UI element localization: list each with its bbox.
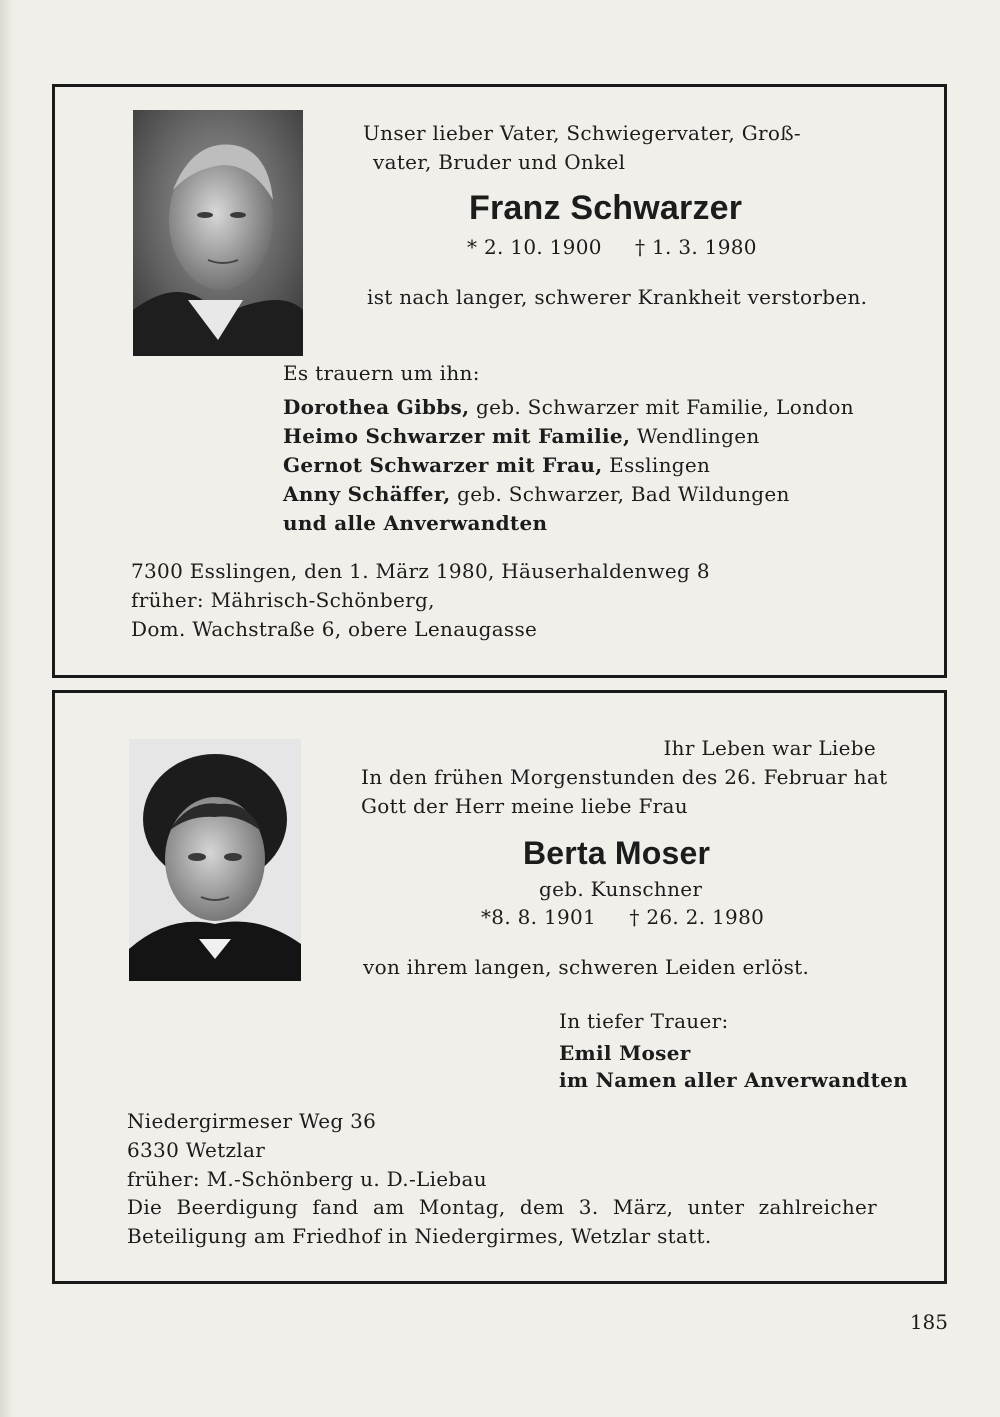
signer-name: Emil Moser [559,1041,691,1065]
page-number: 185 [909,1310,948,1334]
mourning-heading: In tiefer Trauer: [559,1009,729,1033]
mourner-line: Gernot Schwarzer mit Frau, Esslingen [283,453,711,477]
address-line: 6330 Wetzlar [127,1138,266,1162]
funeral-note: Die Beerdigung fand am Montag, dem 3. März, unter zahlreicher Beteiligung am Friedhof in Niedergirmes, Wetzlar statt. [127,1195,877,1248]
mourners-heading: Es trauern um ihn: [283,361,480,385]
life-dates: *8. 8. 1901 † 26. 2. 1980 [481,905,765,929]
page-edge-shadow [0,0,14,1417]
life-dates: * 2. 10. 1900 † 1. 3. 1980 [467,235,757,259]
address-block [127,1107,487,1194]
mourner-line: Anny Schäffer, geb. Schwarzer, Bad Wildungen [283,482,790,506]
mourner-line: Dorothea Gibbs, geb. Schwarzer mit Familie, London [283,395,854,419]
portrait-photo-woman [129,739,301,981]
address-line: Niedergirmeser Weg 36 [127,1109,377,1133]
released-text: von ihrem langen, schweren Leiden erlöst. [363,955,810,979]
mourners-list [283,393,854,538]
intro-line-2: Gott der Herr meine liebe Frau [361,794,688,818]
maiden-name: geb. Kunschner [539,877,703,901]
obituary-notice-schwarzer [52,84,947,678]
deceased-name: Berta Moser [523,835,711,871]
portrait-photo-man [133,110,303,356]
obituary-notice-moser [52,690,947,1284]
intro-line-1: In den frühen Morgenstunden des 26. Februar hat [361,765,888,789]
address-line: 7300 Esslingen, den 1. März 1980, Häuserhaldenweg 8 [131,559,710,583]
mourner-line: Heimo Schwarzer mit Familie, Wendlingen [283,424,760,448]
intro-line-1: Unser lieber Vater, Schwiegervater, Groß- [363,121,801,145]
signer-note: im Namen aller Anverwandten [559,1068,908,1092]
deceased-name: Franz Schwarzer [469,189,743,227]
address-line: früher: M.-Schönberg u. D.-Liebau [127,1167,487,1191]
mourner-line: und alle Anverwandten [283,511,548,535]
address-line: früher: Mährisch-Schönberg, [131,588,435,612]
address-block [131,557,710,644]
motto: Ihr Leben war Liebe [663,736,876,760]
address-line: Dom. Wachstraße 6, obere Lenaugasse [131,617,538,641]
intro-line-2: vater, Bruder und Onkel [373,150,626,174]
passed-away-text: ist nach langer, schwerer Krankheit verstorben. [367,285,868,309]
